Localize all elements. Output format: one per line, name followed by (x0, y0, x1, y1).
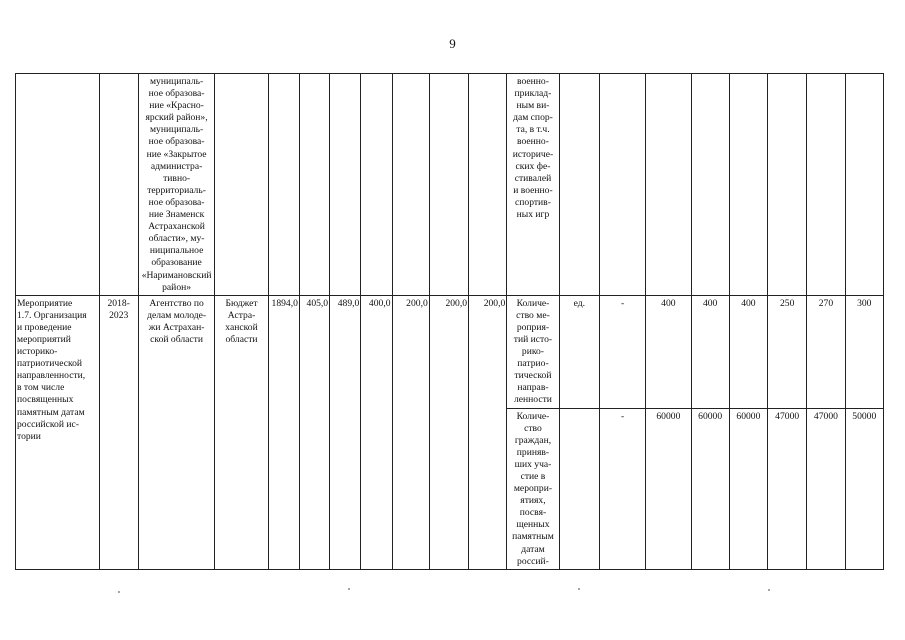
executors-cell (138, 74, 215, 296)
indicator-line: меропри- (513, 483, 553, 495)
executor-line: Астраханской (148, 221, 205, 233)
executor-line: ской области (150, 333, 203, 345)
indicator-line: приклад- (514, 88, 552, 100)
empty-cell (392, 74, 429, 296)
page-number: 9 (449, 36, 456, 51)
indicator-line: приняв- (516, 446, 550, 458)
measure-name-cell (16, 295, 100, 569)
indicator-line: памятным (512, 531, 554, 543)
indicator-line: ятиях, (520, 495, 546, 507)
indicator-value-cell: 50000 (845, 408, 883, 569)
indicator-value-cell: 270 (807, 295, 845, 408)
indicator-line: та, в т.ч. (516, 124, 550, 136)
indicator-name-cell (507, 408, 559, 569)
executor-line: ниципальное (149, 245, 204, 257)
indicator-line: роприя- (516, 321, 550, 333)
executor-line: муниципаль- (149, 124, 204, 136)
indicator-line: военно- (517, 136, 549, 148)
measure-name-line: тории (17, 430, 41, 442)
indicator-value-cell: 300 (845, 295, 883, 408)
indicator-line: тической (514, 370, 552, 382)
measure-name-line: направленности, (17, 370, 86, 382)
empty-cell (268, 74, 299, 296)
empty-cell (429, 74, 468, 296)
empty-cell (299, 74, 329, 296)
indicator-line: тий исто- (513, 333, 553, 345)
indicator-value-cell: 400 (729, 295, 767, 408)
indicator-line: стие в (520, 471, 546, 482)
empty-cell (599, 74, 645, 296)
executor-line: ние Знаменск (148, 209, 205, 221)
scan-speck (348, 588, 350, 590)
finance-year-cell: 400,0 (361, 295, 392, 569)
source-line: Астра- (227, 309, 256, 321)
empty-cell (729, 74, 767, 296)
indicator-line: посвя- (519, 507, 547, 519)
indicator-line: Количе- (516, 297, 550, 309)
measure-name-line: патриотической (17, 358, 83, 370)
indicator-line: направ- (517, 382, 549, 394)
indicator-line: ших уча- (514, 458, 552, 470)
indicator-name-cell (507, 295, 559, 408)
indicator-value-cell: 400 (646, 295, 691, 408)
empty-cell (559, 74, 599, 296)
indicator-line: ство ме- (516, 309, 550, 321)
empty-cell (691, 74, 729, 296)
empty-cell (768, 74, 807, 296)
indicator-line: дам спор- (513, 112, 553, 124)
executor-line: ние «Красно- (149, 100, 204, 112)
executor-line: муниципаль- (149, 76, 204, 87)
measure-name-line: и проведение (17, 321, 72, 333)
base-value-cell: - (599, 295, 645, 408)
measure-name-line: историко- (17, 346, 58, 358)
period-line: 2018- (107, 297, 130, 309)
indicator-line: граждан, (514, 434, 552, 446)
empty-cell (215, 74, 268, 296)
finance-year-cell: 489,0 (330, 295, 361, 569)
scan-speck (578, 588, 580, 590)
measure-name-line: посвященных (17, 394, 74, 406)
executor-line: администра- (150, 160, 203, 172)
executor-line: «Наримановский район» (141, 269, 212, 293)
empty-cell (845, 74, 883, 296)
finance-year-cell: 200,0 (429, 295, 468, 569)
executor-line: тивно- (163, 172, 191, 184)
period-line: 2023 (109, 309, 129, 321)
executor-line: ное образова- (148, 88, 205, 100)
base-value-cell: - (599, 408, 645, 569)
source-line: Бюджет (225, 297, 258, 309)
executor-line: жи Астрахан- (148, 321, 205, 333)
indicator-line: щенных (516, 519, 550, 531)
empty-cell (646, 74, 691, 296)
measure-name-line: российской ис- (17, 418, 79, 430)
executor-line: ное образова- (148, 196, 205, 208)
indicator-line: датам (521, 543, 545, 555)
indicator-line: ских фе- (515, 160, 551, 172)
indicator-value-cell: 47000 (768, 408, 807, 569)
executor-line: территориаль- (147, 184, 206, 196)
measure-name-line: мероприятий (17, 333, 71, 345)
executor-line: ное образова- (148, 136, 205, 148)
source-line: области (225, 333, 258, 345)
indicator-line: историче- (512, 148, 554, 160)
measure-name-line: в том числе (17, 382, 65, 394)
finance-total-cell: 1894,0 (268, 295, 299, 569)
indicator-line: ным ви- (516, 100, 550, 112)
indicator-value-cell: 250 (768, 295, 807, 408)
finance-year-cell: 405,0 (299, 295, 329, 569)
indicator-line: патрио- (517, 358, 549, 370)
executor-line: делам молоде- (147, 309, 207, 321)
empty-cell (807, 74, 845, 296)
continuation-row (16, 74, 884, 296)
indicator-line: россий- (517, 555, 549, 567)
empty-cell (469, 74, 507, 296)
executor-line: области», му- (148, 233, 205, 245)
indicator-line: и военно- (513, 184, 553, 196)
executor-cell (138, 295, 215, 569)
empty-cell (361, 74, 392, 296)
source-line: ханской (225, 321, 258, 333)
finance-year-cell: 200,0 (392, 295, 429, 569)
measure-row (16, 295, 884, 408)
unit-cell (559, 408, 599, 569)
empty-cell (16, 74, 100, 296)
funding-source-cell (215, 295, 268, 569)
indicator-value-cell: 60000 (691, 408, 729, 569)
empty-cell (330, 74, 361, 296)
indicator-line: рико- (521, 346, 545, 358)
measure-name-line: памятным датам (17, 406, 85, 418)
period-cell (99, 295, 138, 569)
indicator-line: Количе- (516, 410, 550, 422)
indicator-value-cell: 60000 (646, 408, 691, 569)
indicator-value-cell: 60000 (729, 408, 767, 569)
empty-cell (99, 74, 138, 296)
indicator-cell (507, 74, 559, 296)
program-table (15, 73, 884, 570)
indicator-value-cell: 400 (691, 295, 729, 408)
indicator-line: ных игр (516, 209, 550, 221)
executor-line: ние «Закрытое (146, 148, 207, 160)
indicator-line: ленности (513, 394, 552, 406)
scan-speck (768, 589, 770, 591)
indicator-line: военно- (517, 76, 549, 87)
indicator-line: ство (524, 422, 542, 434)
indicator-line: стивалей (514, 172, 552, 184)
indicator-line: спортив- (515, 196, 551, 208)
measure-name-line: 1.7. Организация (17, 309, 87, 321)
scan-speck (118, 591, 120, 593)
measure-name-line: Мероприятие (17, 297, 73, 309)
unit-cell: ед. (559, 295, 599, 408)
executor-line: ярский район», (145, 112, 208, 124)
executor-line: Агентство по (149, 297, 204, 309)
indicator-value-cell: 47000 (807, 408, 845, 569)
finance-year-cell: 200,0 (469, 295, 507, 569)
executor-line: образование (151, 257, 202, 269)
